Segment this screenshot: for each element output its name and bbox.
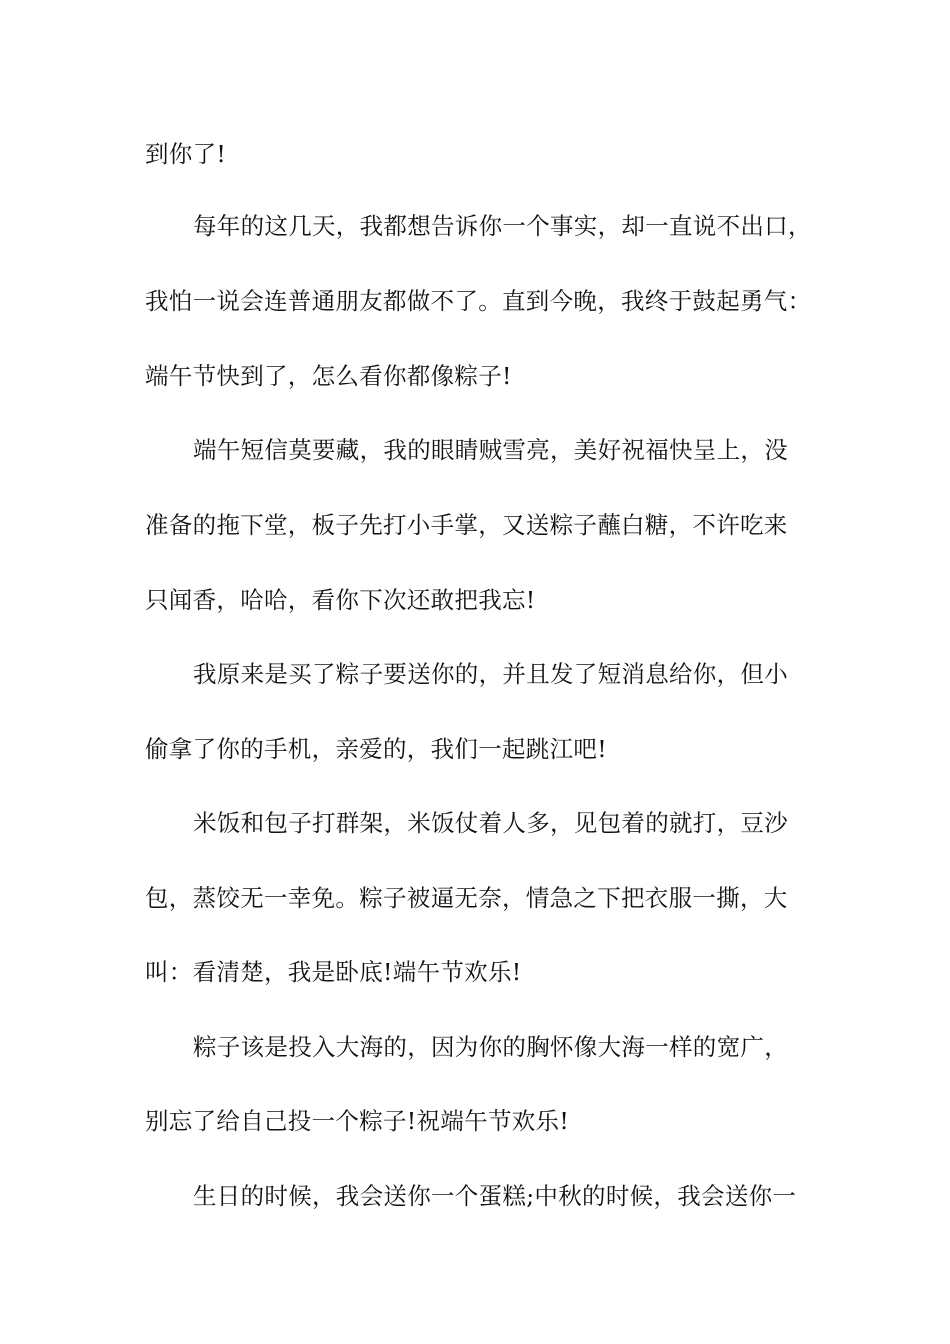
text-line: 包，蒸饺无一幸免。粽子被逼无奈，情急之下把衣服一撕，大 [145,884,788,912]
text-line: 别忘了给自己投一个粽子!祝端午节欢乐! [145,1107,570,1135]
text-line: 到你了! [145,140,227,168]
text-line: 端午节快到了，怎么看你都像粽子! [145,362,512,390]
text-line: 准备的拖下堂，板子先打小手掌，又送粽子蘸白糖，不许吃来 [145,511,788,539]
paragraph-first-line: 生日的时候，我会送你一个蛋糕;中秋的时候，我会送你一 [193,1182,797,1210]
text-line: 只闻香，哈哈，看你下次还敢把我忘! [145,586,536,614]
text-line: 叫：看清楚，我是卧底!端午节欢乐! [145,958,522,986]
paragraph-first-line: 粽子该是投入大海的，因为你的胸怀像大海一样的宽广， [193,1033,788,1061]
paragraph-first-line: 米饭和包子打群架，米饭仗着人多，见包着的就打，豆沙 [193,809,788,837]
paragraph-first-line: 每年的这几天，我都想告诉你一个事实，却一直说不出口， [193,212,812,240]
text-line: 偷拿了你的手机，亲爱的，我们一起跳江吧! [145,735,607,763]
text-line: 我怕一说会连普通朋友都做不了。直到今晚，我终于鼓起勇气： [145,287,812,315]
paragraph-first-line: 我原来是买了粽子要送你的，并且发了短消息给你，但小 [193,660,788,688]
paragraph-first-line: 端午短信莫要藏，我的眼睛贼雪亮，美好祝福快呈上，没 [193,436,788,464]
